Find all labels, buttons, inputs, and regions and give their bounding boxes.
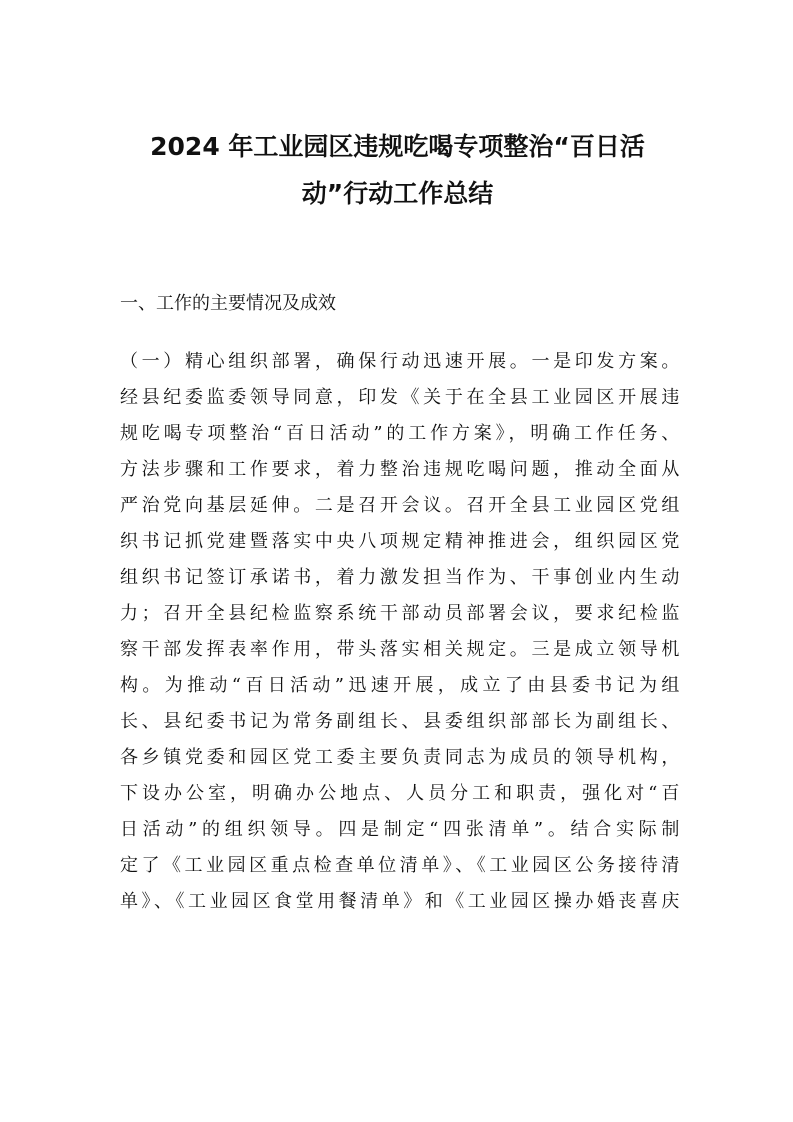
paragraph-line: 下设办公室，明确办公地点、人员分工和职责，强化对“百 (120, 783, 680, 804)
paragraph-line: 定了《工业园区重点检查单位清单》、《工业园区公务接待清 (120, 855, 680, 876)
body-paragraph (120, 344, 680, 920)
paragraph-line: 组织书记签订承诺书，着力激发担当作为、干事创业内生动 (120, 567, 680, 588)
paragraph-line: 日活动”的组织领导。四是制定“四张清单”。结合实际制 (120, 819, 680, 840)
paragraph-line: 方法步骤和工作要求，着力整治违规吃喝问题，推动全面从 (120, 459, 680, 480)
document-title (110, 123, 685, 217)
paragraph-line: 织书记抓党建暨落实中央八项规定精神推进会，组织园区党 (120, 531, 680, 552)
paragraph-line: （一）精心组织部署，确保行动迅速开展。一是印发方案。 (120, 351, 680, 372)
paragraph-line: 构。为推动“百日活动”迅速开展，成立了由县委书记为组 (120, 675, 680, 696)
paragraph-line: 力；召开全县纪检监察系统干部动员部署会议，要求纪检监 (120, 603, 680, 624)
document-title-line-2: 动”行动工作总结 (301, 179, 494, 208)
section-heading: 一、工作的主要情况及成效 (120, 293, 336, 314)
paragraph-line: 长、县纪委书记为常务副组长、县委组织部部长为副组长、 (120, 711, 680, 732)
document-title-line-1: 2024 年工业园区违规吃喝专项整治“百日活 (150, 132, 645, 161)
paragraph-line: 各乡镇党委和园区党工委主要负责同志为成员的领导机构， (120, 747, 680, 768)
paragraph-line: 规吃喝专项整治“百日活动”的工作方案》，明确工作任务、 (120, 423, 680, 444)
paragraph-line: 经县纪委监委领导同意，印发《关于在全县工业园区开展违 (120, 387, 680, 408)
paragraph-line: 严治党向基层延伸。二是召开会议。召开全县工业园区党组 (120, 495, 680, 516)
paragraph-line: 察干部发挥表率作用，带头落实相关规定。三是成立领导机 (120, 639, 680, 660)
paragraph-line: 单》、《工业园区食堂用餐清单》和《工业园区操办婚丧喜庆 (120, 891, 680, 912)
